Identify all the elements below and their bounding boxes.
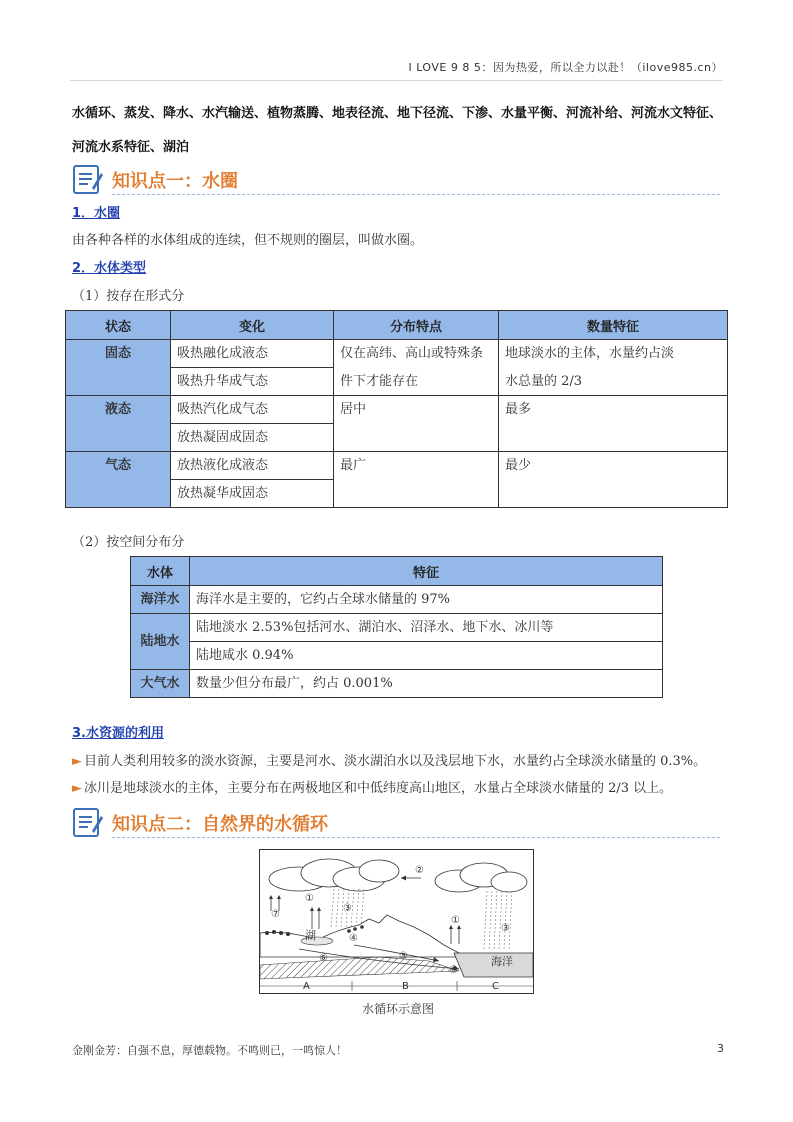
feature-cell: 陆地咸水 0.94% <box>190 642 663 670</box>
label-6: ⑥ <box>319 953 328 964</box>
segment-a-label: A <box>303 981 310 992</box>
by-space-label: （2）按空间分布分 <box>72 535 185 550</box>
table-row <box>66 452 728 480</box>
distribution-cell: 居中 <box>334 396 499 452</box>
subheading-water-types: 2．水体类型 <box>72 261 147 276</box>
distribution-cell: 件下才能存在 <box>334 368 499 396</box>
subheading-hydrosphere: 1．水圈 <box>72 206 121 221</box>
water-state-table <box>65 310 728 508</box>
by-form-label: （1）按存在形式分 <box>72 289 185 304</box>
ocean-label: 海洋 <box>491 955 513 968</box>
section-title: 知识点一：水圈 <box>112 171 238 192</box>
change-cell: 吸热融化成液态 <box>171 340 334 368</box>
page-number: 3 <box>717 1042 724 1055</box>
bullet-item <box>72 777 672 796</box>
keywords-line: 水循环、蒸发、降水、水汽输送、植物蒸腾、地表径流、地下径流、下渗、水量平衡、河流补给、河流水文特征、河流水系特征、湖泊 <box>72 106 723 155</box>
feature-cell: 数量少但分布最广，约占 0.001% <box>190 670 663 698</box>
header-divider <box>70 80 723 81</box>
distribution-cell: 最广 <box>334 452 499 508</box>
table-row <box>131 642 663 670</box>
section-title: 知识点二：自然界的水循环 <box>112 814 328 835</box>
quantity-cell: 水总量的 2/3 <box>499 368 728 396</box>
section-heading-1 <box>70 163 720 197</box>
label-4: ④ <box>349 933 358 944</box>
label-5: ⑤ <box>399 951 408 962</box>
notebook-pencil-icon <box>72 163 104 195</box>
bullet-arrow-icon: ► <box>72 781 82 796</box>
lake-label: 湖 <box>305 929 316 942</box>
table-row <box>131 586 663 614</box>
table-header-cell: 状态 <box>66 311 171 340</box>
label-3b: ③ <box>501 923 510 934</box>
definition-text: 由各种各样的水体组成的连续，但不规则的圈层，叫做水圈。 <box>72 233 424 248</box>
state-cell: 固态 <box>66 340 171 396</box>
change-cell: 吸热汽化成气态 <box>171 396 334 424</box>
label-2: ② <box>415 865 424 876</box>
change-cell: 吸热升华成气态 <box>171 368 334 396</box>
change-cell: 放热凝固成固态 <box>171 424 334 452</box>
bullet-text: 目前人类利用较多的淡水资源，主要是河水、淡水湖泊水以及浅层地下水，水量约占全球淡水储量的 0.3%。 <box>84 754 707 769</box>
bullet-item <box>72 750 706 769</box>
label-1: ① <box>305 893 314 904</box>
section-divider <box>112 837 720 838</box>
page-header: I LOVE 9 8 5：因为热爱，所以全力以赴！（ilove985.cn） <box>408 61 723 74</box>
segment-c-label: C <box>492 981 499 992</box>
section-heading-2 <box>70 806 720 840</box>
water-cycle-diagram <box>259 849 534 994</box>
change-cell: 放热凝华成固态 <box>171 480 334 508</box>
water-distribution-table <box>130 556 663 698</box>
quantity-cell: 地球淡水的主体，水量约占淡 <box>499 340 728 368</box>
table-header-cell: 数量特征 <box>499 311 728 340</box>
label-3: ③ <box>343 903 352 914</box>
table-header-cell: 变化 <box>171 311 334 340</box>
label-6b: ⑥ <box>449 965 458 976</box>
table-header-row <box>66 311 728 340</box>
bullet-text: 冰川是地球淡水的主体，主要分布在两极地区和中低纬度高山地区，水量占全球淡水储量的 2/3 以上。 <box>84 781 673 796</box>
table-row <box>131 670 663 698</box>
change-cell: 放热液化成液态 <box>171 452 334 480</box>
bullet-arrow-icon: ► <box>72 754 82 769</box>
section-divider <box>112 194 720 195</box>
quantity-cell: 最多 <box>499 396 728 452</box>
table-header-cell: 分布特点 <box>334 311 499 340</box>
water-body-cell: 陆地水 <box>131 614 190 670</box>
table-header-cell: 水体 <box>131 557 190 586</box>
distribution-cell: 仅在高纬、高山或特殊条 <box>334 340 499 368</box>
feature-cell: 海洋水是主要的，它约占全球水储量的 97% <box>190 586 663 614</box>
feature-cell: 陆地淡水 2.53%包括河水、湖泊水、沼泽水、地下水、冰川等 <box>190 614 663 642</box>
diagram-caption: 水循环示意图 <box>362 1002 435 1016</box>
state-cell: 液态 <box>66 396 171 452</box>
table-row <box>66 396 728 424</box>
label-7: ⑦ <box>271 909 280 920</box>
table-header-row <box>131 557 663 586</box>
table-row <box>66 340 728 368</box>
state-cell: 气态 <box>66 452 171 508</box>
water-body-cell: 大气水 <box>131 670 190 698</box>
subheading-water-resources: 3.水资源的利用 <box>72 726 164 741</box>
table-row <box>131 614 663 642</box>
segment-b-label: B <box>402 981 409 992</box>
page-footer-motto: 金刚金芳：自强不息，厚德载物。不鸣则已，一鸣惊人！ <box>72 1044 347 1057</box>
notebook-pencil-icon <box>72 806 104 838</box>
label-1b: ① <box>451 915 460 926</box>
water-body-cell: 海洋水 <box>131 586 190 614</box>
quantity-cell: 最少 <box>499 452 728 508</box>
table-header-cell: 特征 <box>190 557 663 586</box>
